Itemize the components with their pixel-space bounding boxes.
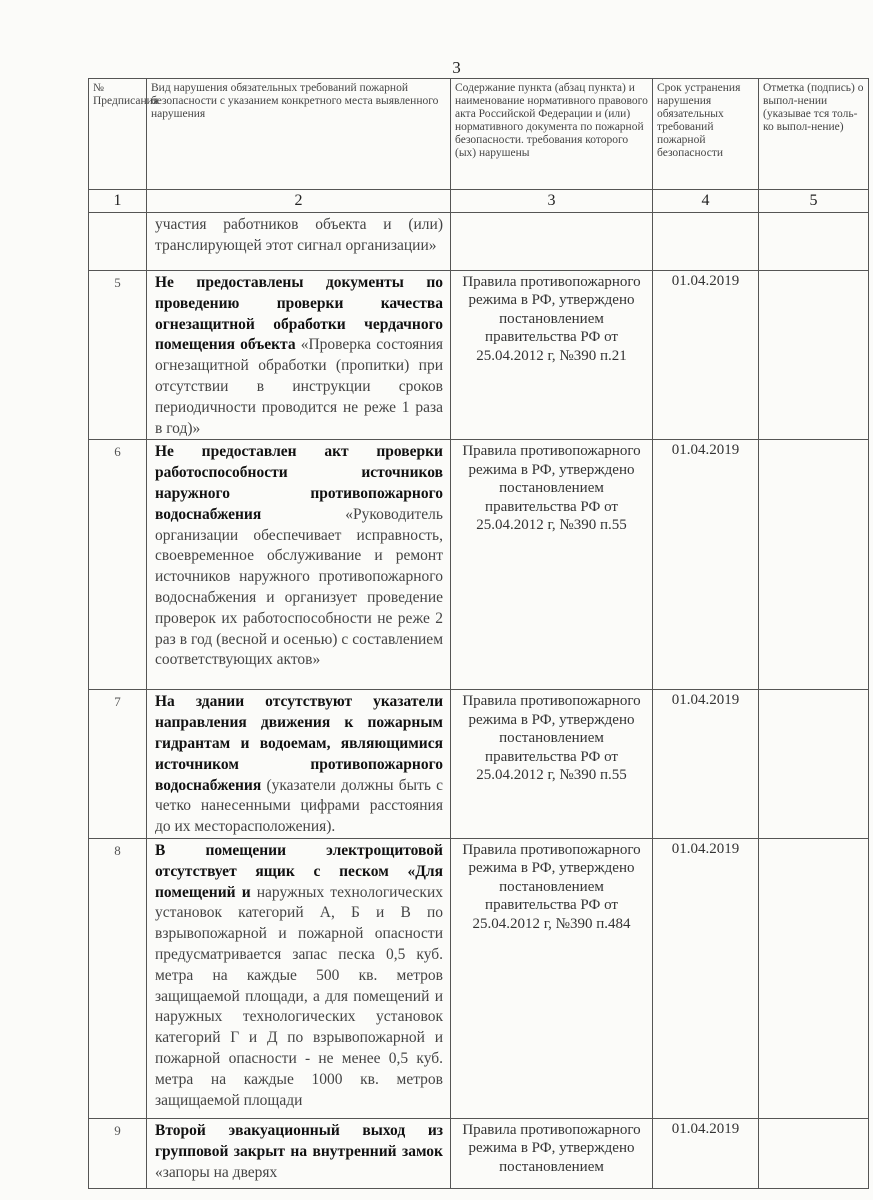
header-norm: Содержание пункта (абзац пункта) и наименование нормативного правового акта Российской Федерации и (или) нормативного документа по пожарной безопасности. требования которого (ых) нарушены bbox=[451, 79, 653, 190]
norm-reference: Правила противопожарного режима в РФ, утверждено постановлением правительства РФ от 25.04.2012 г, №390 п.484 bbox=[451, 838, 653, 1118]
header-number: № Предписания bbox=[89, 79, 147, 190]
table-row bbox=[89, 1118, 869, 1188]
table-row bbox=[89, 838, 869, 1118]
row-number: 5 bbox=[89, 271, 147, 440]
row-number: 8 bbox=[89, 838, 147, 1118]
violation-text: Не предоставлен акт проверки работоспособности источников наружного противопожарного водоснабжения «Руководитель организации обеспечивает исправность, своевременное обслуживание и ремонт источников наружного противопожарного водоснабжения и организует проведение проверок их работоспособности не реже 2 раз в год (весной и осенью) с составлением соответствующих актов» bbox=[147, 440, 451, 690]
header-deadline: Срок устранения нарушения обязательных требований пожарной безопасности bbox=[653, 79, 759, 190]
mark-cell bbox=[759, 271, 869, 440]
header-row bbox=[89, 79, 869, 190]
table-row bbox=[89, 690, 869, 839]
table-row bbox=[89, 440, 869, 690]
violations-table bbox=[88, 78, 869, 1189]
deadline: 01.04.2019 bbox=[653, 690, 759, 839]
row-number: 9 bbox=[89, 1118, 147, 1188]
continuation-text: участия работников объекта и (или) транслирующей этот сигнал организации» bbox=[147, 213, 451, 271]
violation-text: В помещении электрощитовой отсутствует ящик с песком «Для помещений и наружных технологических установок категорий А, Б и В по взрывопожарной и пожарной опасности предусматривается запас песка 0,5 куб. метра на каждые 500 кв. метров защищаемой площади, а для помещений и наружных технологических установок категорий Г и Д по взрывопожарной и пожарной опасности - не менее 0,5 куб. метра на каждые 1000 кв. метров защищаемой площади bbox=[147, 838, 451, 1118]
violation-text: Не предоставлены документы по проведению проверки качества огнезащитной обработки чердачного помещения объекта «Проверка состояния огнезащитной обработки (пропитки) при отсутствии в инструкции сроков периодичности проводится не реже 1 раза в год)» bbox=[147, 271, 451, 440]
mark-cell bbox=[759, 440, 869, 690]
page-number: 3 bbox=[452, 58, 461, 77]
column-number: 2 bbox=[147, 190, 451, 213]
column-number-row bbox=[89, 190, 869, 213]
row-number: 7 bbox=[89, 690, 147, 839]
violation-text: Второй эвакуационный выход из групповой закрыт на внутренний замок «запоры на дверях bbox=[147, 1118, 451, 1188]
deadline: 01.04.2019 bbox=[653, 1118, 759, 1188]
header-violation: Вид нарушения обязательных требований пожарной безопасности с указанием конкретного места выявленного нарушения bbox=[147, 79, 451, 190]
mark-cell bbox=[759, 1118, 869, 1188]
row-number: 6 bbox=[89, 440, 147, 690]
norm-reference: Правила противопожарного режима в РФ, утверждено постановлением правительства РФ от 25.04.2012 г, №390 п.21 bbox=[451, 271, 653, 440]
column-number: 4 bbox=[653, 190, 759, 213]
continuation-row bbox=[89, 213, 869, 271]
mark-cell bbox=[759, 838, 869, 1118]
norm-reference: Правила противопожарного режима в РФ, утверждено постановлением правительства РФ от 25.04.2012 г, №390 п.55 bbox=[451, 690, 653, 839]
deadline: 01.04.2019 bbox=[653, 271, 759, 440]
violation-text: На здании отсутствуют указатели направления движения к пожарным гидрантам и водоемам, являющимися источником противопожарного водоснабжения (указатели должны быть с четко нанесенными цифрами расстояния до их месторасположения). bbox=[147, 690, 451, 839]
deadline: 01.04.2019 bbox=[653, 838, 759, 1118]
header-mark: Отметка (подпись) о выпол-нении (указывае тся толь-ко выпол-нение) bbox=[759, 79, 869, 190]
column-number: 5 bbox=[759, 190, 869, 213]
table-row bbox=[89, 271, 869, 440]
norm-reference: Правила противопожарного режима в РФ, утверждено постановлением правительства РФ от 25.04.2012 г, №390 п.55 bbox=[451, 440, 653, 690]
column-number: 3 bbox=[451, 190, 653, 213]
column-number: 1 bbox=[89, 190, 147, 213]
deadline: 01.04.2019 bbox=[653, 440, 759, 690]
mark-cell bbox=[759, 690, 869, 839]
norm-reference: Правила противопожарного режима в РФ, утверждено постановлением bbox=[451, 1118, 653, 1188]
